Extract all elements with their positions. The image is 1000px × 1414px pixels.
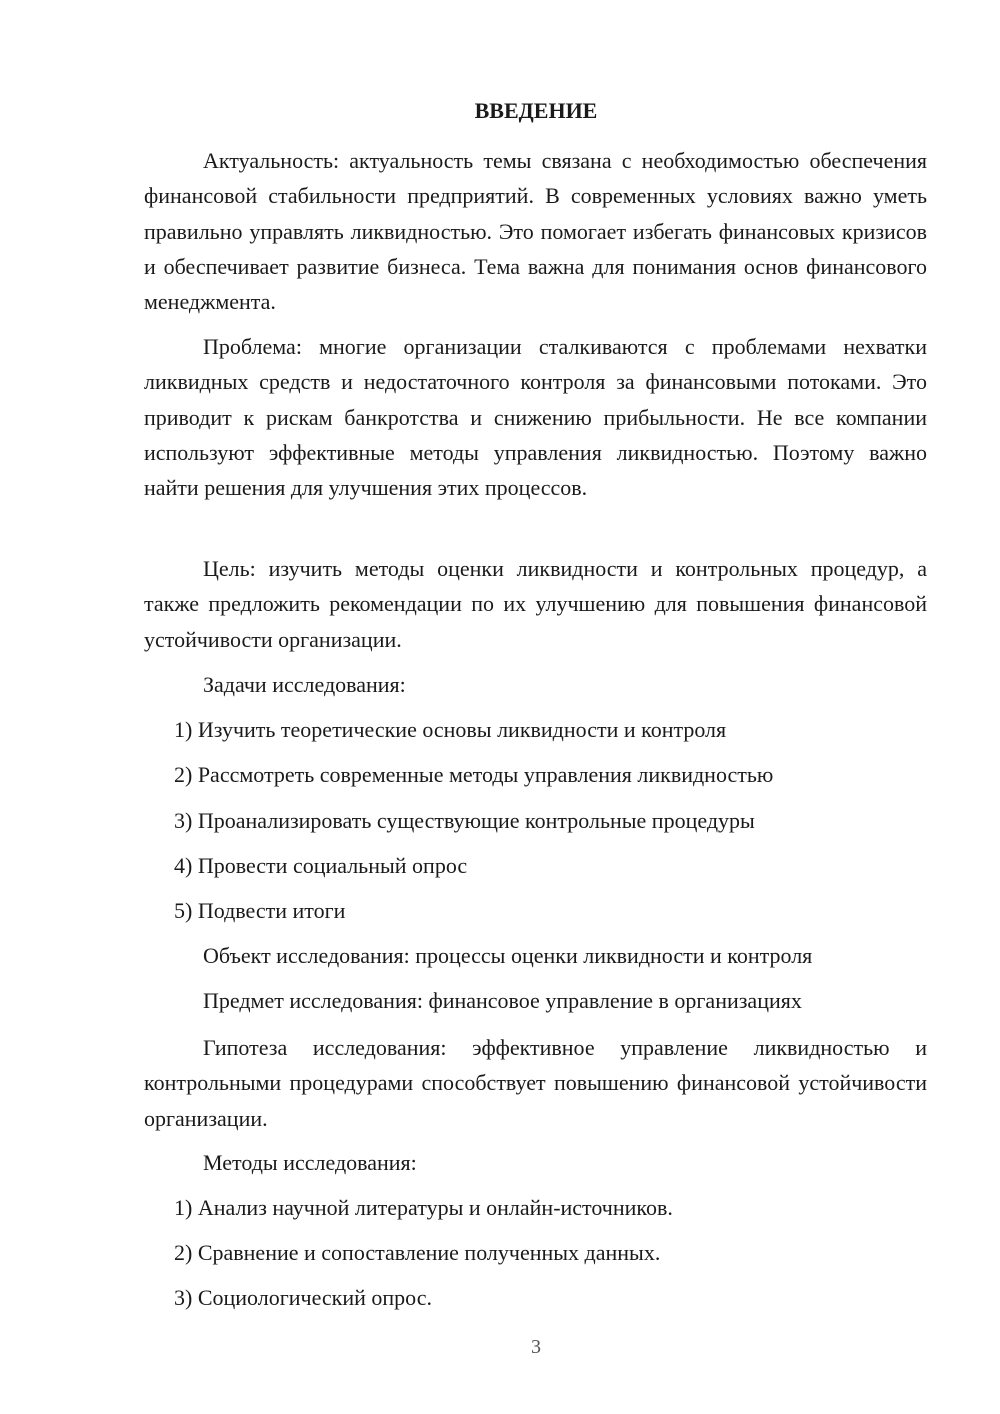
research-subject: Предмет исследования: финансовое управление в организациях: [203, 988, 802, 1013]
problem-paragraph: Проблема: многие организации сталкиваются с проблемами нехватки ликвидных средств и недостаточного контроля за финансовыми потоками. Это приводит к рискам банкротства и снижению прибыльности. Не все компании используют эффективные методы управления ликвидностью. Поэтому важно найти решения для улучшения этих процессов.: [144, 334, 927, 501]
goal-paragraph: Цель: изучить методы оценки ликвидности и контрольных процедур, а также предложить рекомендации по их улучшению для повышения финансовой устойчивости организации.: [144, 556, 927, 652]
research-object: Объект исследования: процессы оценки ликвидности и контроля: [203, 943, 813, 968]
method-item: 3) Социологический опрос.: [174, 1285, 432, 1310]
page-title: ВВЕДЕНИЕ: [474, 98, 598, 123]
task-item: 5) Подвести итоги: [174, 898, 346, 923]
method-item: 1) Анализ научной литературы и онлайн-источников.: [174, 1195, 673, 1220]
task-item: 2) Рассмотреть современные методы управления ликвидностью: [174, 762, 774, 787]
method-item: 2) Сравнение и сопоставление полученных данных.: [174, 1240, 661, 1265]
task-item: 3) Проанализировать существующие контрольные процедуры: [174, 808, 755, 833]
tasks-heading: Задачи исследования:: [203, 672, 406, 697]
task-item: 4) Провести социальный опрос: [174, 853, 468, 878]
task-item: 1) Изучить теоретические основы ликвидности и контроля: [174, 717, 727, 742]
hypothesis-paragraph: Гипотеза исследования: эффективное управление ликвидностью и контрольными процедурами способствует повышению финансовой устойчивости организации.: [144, 1035, 927, 1131]
methods-heading: Методы исследования:: [203, 1150, 417, 1175]
page-number: 3: [531, 1336, 541, 1358]
relevance-paragraph: Актуальность: актуальность темы связана с необходимостью обеспечения финансовой стабильности предприятий. В современных условиях важно уметь правильно управлять ликвидностью. Это помогает избегать финансовых кризисов и обеспечивает развитие бизнеса. Тема важна для понимания основ финансового менеджмента.: [144, 148, 927, 315]
